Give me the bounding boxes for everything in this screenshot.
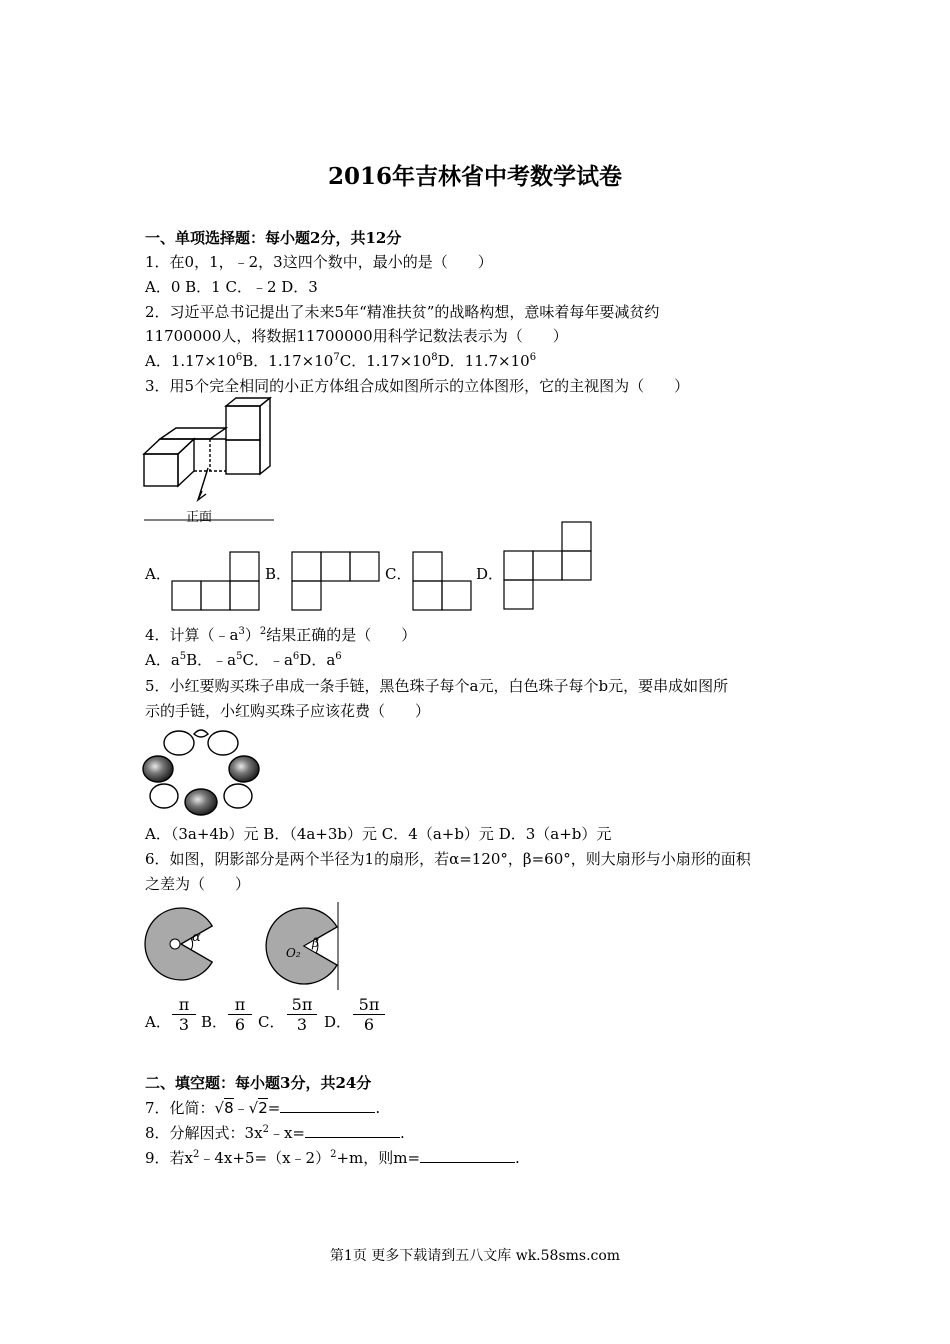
q6-label-b: B． <box>201 1013 228 1031</box>
section-heading-2: 二、填空题：每小题3分，共24分 <box>145 1074 372 1092</box>
radicand: 8 <box>224 1099 234 1117</box>
q3-option-a-figure <box>172 551 262 611</box>
answer-blank[interactable] <box>420 1148 515 1163</box>
exponent: 6 <box>335 651 342 662</box>
option-b: B．1.17×10 <box>242 352 334 370</box>
alpha-label: α <box>192 930 201 945</box>
fraction-b <box>228 995 252 1034</box>
option-c: C．1.17×10 <box>339 352 432 370</box>
exponent: 7 <box>333 352 340 363</box>
stem-part: +m，则m= <box>336 1149 421 1167</box>
period: . <box>515 1149 520 1167</box>
question-7 <box>145 1098 380 1118</box>
o2-label: O₂ <box>286 946 301 960</box>
question-2-options <box>145 351 536 371</box>
stem-part: ） <box>244 626 260 644</box>
question-4-stem <box>145 625 416 645</box>
numerator: 5π <box>287 995 317 1015</box>
question-5-stem-line1: 5．小红要购买珠子串成一条手链，黑色珠子每个a元，白色珠子每个b元，要串成如图所 <box>145 677 729 695</box>
option-c: C．﹣a <box>242 651 293 669</box>
question-2-stem-line2: 11700000人，将数据11700000用科学记数法表示为（ ） <box>145 327 568 345</box>
exponent: 5 <box>236 651 243 662</box>
fraction-a <box>172 995 196 1034</box>
beta-label: β <box>312 936 319 950</box>
question-1-stem: 1．在0，1，﹣2，3这四个数中，最小的是（ ） <box>145 253 493 271</box>
numerator: π <box>228 995 252 1015</box>
option-d: D．11.7×10 <box>437 352 530 370</box>
answer-blank[interactable] <box>280 1098 375 1113</box>
sector-beta-figure <box>256 900 346 992</box>
stem-part: ﹣4x+5=（x﹣2） <box>199 1149 331 1167</box>
exponent: 2 <box>262 1124 269 1135</box>
exponent: 6 <box>529 352 537 363</box>
q6-label-d: D． <box>324 1013 352 1031</box>
page-footer: 第1页 更多下载请到五八文库 wk.58sms.com <box>329 1248 621 1264</box>
exponent: 2 <box>259 626 267 637</box>
q3-option-d-figure <box>504 521 594 611</box>
option-b: B．﹣a <box>186 651 237 669</box>
q3-label-c: C． <box>385 565 412 583</box>
exponent: 3 <box>238 626 245 637</box>
option-d: D．a <box>299 651 336 669</box>
stem-part: 7．化简： <box>145 1099 215 1117</box>
denominator: 6 <box>234 1015 246 1034</box>
exponent: 6 <box>235 352 243 363</box>
answer-blank[interactable] <box>305 1123 400 1138</box>
stem-part: 4．计算（﹣a <box>145 626 239 644</box>
q3-label-d: D． <box>476 565 504 583</box>
numerator: π <box>172 995 196 1015</box>
minus-sign: ﹣ <box>233 1099 249 1117</box>
sector-alpha-figure <box>141 900 231 990</box>
exponent: 2 <box>193 1149 200 1160</box>
question-3-stem: 3．用5个完全相同的小正方体组合成如图所示的立体图形，它的主视图为（ ） <box>145 377 690 395</box>
radicand: 2 <box>258 1099 268 1117</box>
question-6-stem-line1: 6．如图，阴影部分是两个半径为1的扇形，若α=120°，β=60°，则大扇形与小扇形的面积 <box>145 850 751 868</box>
front-label: 正面 <box>186 510 213 525</box>
q6-label-a: A． <box>145 1013 171 1031</box>
question-6-stem-line2: 之差为（ ） <box>145 875 251 893</box>
question-5-options: A．（3a+4b）元 B．（4a+3b）元 C．4（a+b）元 D．3（a+b）元 <box>145 825 612 843</box>
page-title: 2016年吉林省中考数学试卷 <box>327 163 622 190</box>
denominator: 6 <box>363 1015 375 1034</box>
question-8 <box>145 1123 405 1143</box>
stem-part: 9．若x <box>145 1149 194 1167</box>
fraction-c <box>287 995 317 1034</box>
sqrt-8: √8 <box>214 1099 234 1117</box>
question-9 <box>145 1148 520 1168</box>
section-heading-1: 一、单项选择题：每小题2分，共12分 <box>145 229 402 247</box>
period: . <box>399 1124 405 1142</box>
q3-option-c-figure <box>413 551 475 611</box>
question-2-stem-line1: 2．习近平总书记提出了未来5年“精准扶贫”的战略构想，意味着每年要减贫约 <box>145 303 660 321</box>
exponent: 8 <box>431 352 438 363</box>
period: . <box>375 1099 381 1117</box>
exponent: 5 <box>179 651 187 662</box>
stem-part: 8．分解因式：3x <box>145 1124 263 1142</box>
q3-option-b-figure <box>292 551 382 611</box>
denominator: 3 <box>296 1015 308 1034</box>
stem-part: 结果正确的是（ ） <box>266 626 417 644</box>
option-a: A．a <box>145 651 180 669</box>
equals: = <box>267 1099 281 1117</box>
denominator: 3 <box>178 1015 190 1034</box>
exponent: 6 <box>292 651 300 662</box>
bracelet-figure <box>142 726 260 816</box>
option-a: A．1.17×10 <box>145 352 236 370</box>
sqrt-2: √2 <box>248 1099 268 1117</box>
question-4-options <box>145 650 342 670</box>
question-5-stem-line2: 示的手链，小红购买珠子应该花费（ ） <box>145 702 431 720</box>
numerator: 5π <box>353 995 385 1015</box>
q3-label-a: A． <box>145 565 171 583</box>
fraction-d <box>353 995 385 1034</box>
q3-label-b: B． <box>265 565 292 583</box>
exponent: 2 <box>330 1149 337 1160</box>
stem-part: ﹣x= <box>268 1124 305 1142</box>
q6-label-c: C． <box>258 1013 285 1031</box>
question-1-options: A．0 B．1 C．﹣2 D．3 <box>145 278 318 296</box>
